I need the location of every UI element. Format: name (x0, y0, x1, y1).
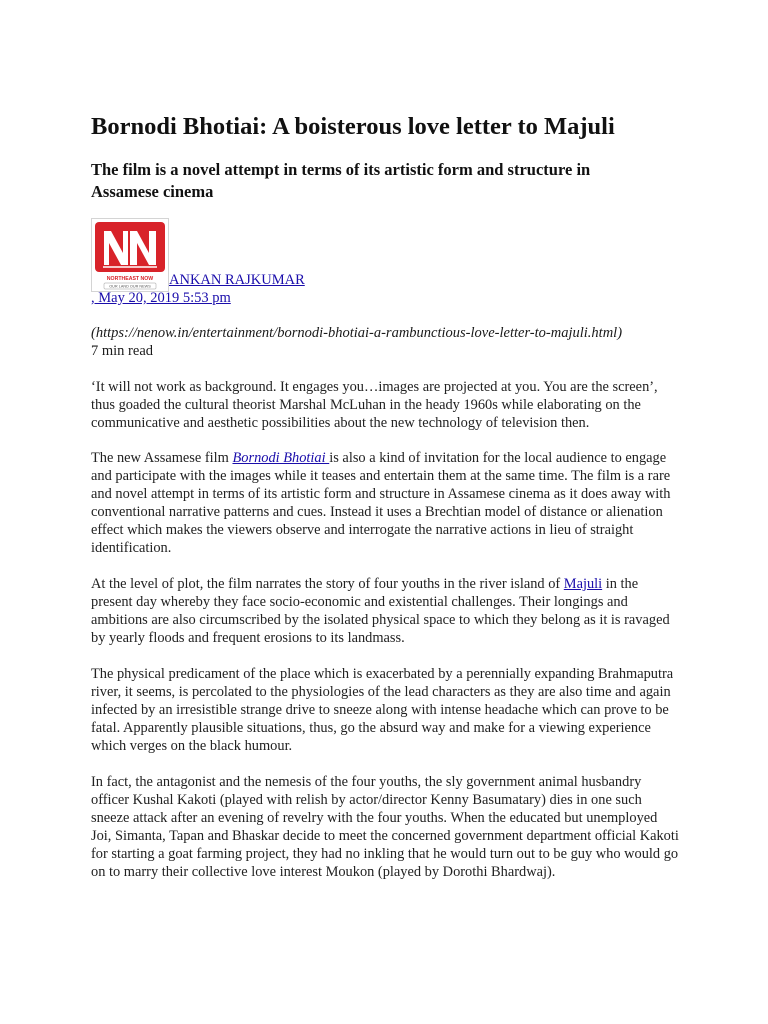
paragraph-2-text-end: is also a kind of invitation for the local audience to engage and participate with the images while it teases and entertain them at the same time. The film is a rare and novel attempt in terms of its artistic form and structure in Assamese cinema as it does away with conventional narrative patterns and cues. Instead it uses a Brechtian model of distance or alienation effect which makes the viewers observe and interrogate the narrative actions in lieu of straight identification. (91, 450, 671, 556)
publish-date-row (91, 289, 231, 307)
article-title: Bornodi Bhotiai: A boisterous love letter to Majuli (91, 113, 615, 140)
film-title-link[interactable]: Bornodi Bhotiai (232, 450, 330, 466)
paragraph-1: ‘It will not work as background. It engages you…images are projected at you. You are the screen’, thus goaded the cultural theorist Marshal McLuhan in the heady 1960s while elaborating on the communicative and aesthetic possibilities about the new technology of television then. (91, 379, 658, 431)
paragraph-2 (91, 449, 681, 557)
logo-tagline: OUR LAND OUR NEWS (109, 284, 151, 289)
paragraph-5: In fact, the antagonist and the nemesis of the four youths, the sly government animal husbandry officer Kushal Kakoti (played with relish by actor/director Kenny Basumatary) dies in one such sneeze attack after an evening of revelry with the four youths. When the educated but unemployed Joi, Simanta, Tapan and Bhaskar decide to meet the concerned government department official Kakoti for starting a goat farming project, they had no inkling that he would turn out to be guy who would go on to marry their collective love interest Moukon (played by Dorothi Bhardwaj). (91, 774, 679, 880)
paragraph-2-text-start: The new Assamese film (91, 450, 233, 466)
paragraph-4: The physical predicament of the place which is exacerbated by a perennially expanding Brahmaputra river, it seems, is percolated to the physiologies of the lead characters as they are also time and again infected by an irresistible strange drive to sneeze along with intense headache which can prove to be fatal. Apparently plausible situations, thus, go the absurd way and make for a viewing experience which verges on the black humour. (91, 666, 674, 754)
paragraph-3 (91, 575, 681, 647)
majuli-link[interactable]: Majuli (563, 576, 603, 592)
article-subtitle: The film is a novel attempt in terms of its artistic form and structure in Assamese cinema (91, 160, 591, 201)
paragraph-3-text-start: At the level of plot, the film narrates the story of four youths in the river island of (91, 576, 564, 592)
paragraph-3-text-end: in the present day whereby they face socio-economic and existential challenges. Their longings and ambitions are also circumscribed by the isolated physical space to which they belong as it is ravaged by yearly floods and frequent erosions to its landmass. (91, 576, 670, 646)
byline (91, 271, 305, 289)
source-url: (https://nenow.in/entertainment/bornodi-bhotiai-a-rambunctious-love-letter-to-majuli.html) (91, 325, 623, 341)
read-time: 7 min read (91, 343, 154, 359)
author-link[interactable]: ANKAN RAJKUMAR (169, 272, 305, 288)
logo-brand-name: NORTHEAST NOW (106, 276, 154, 282)
publish-date-link[interactable]: , May 20, 2019 5:53 pm (91, 290, 231, 306)
